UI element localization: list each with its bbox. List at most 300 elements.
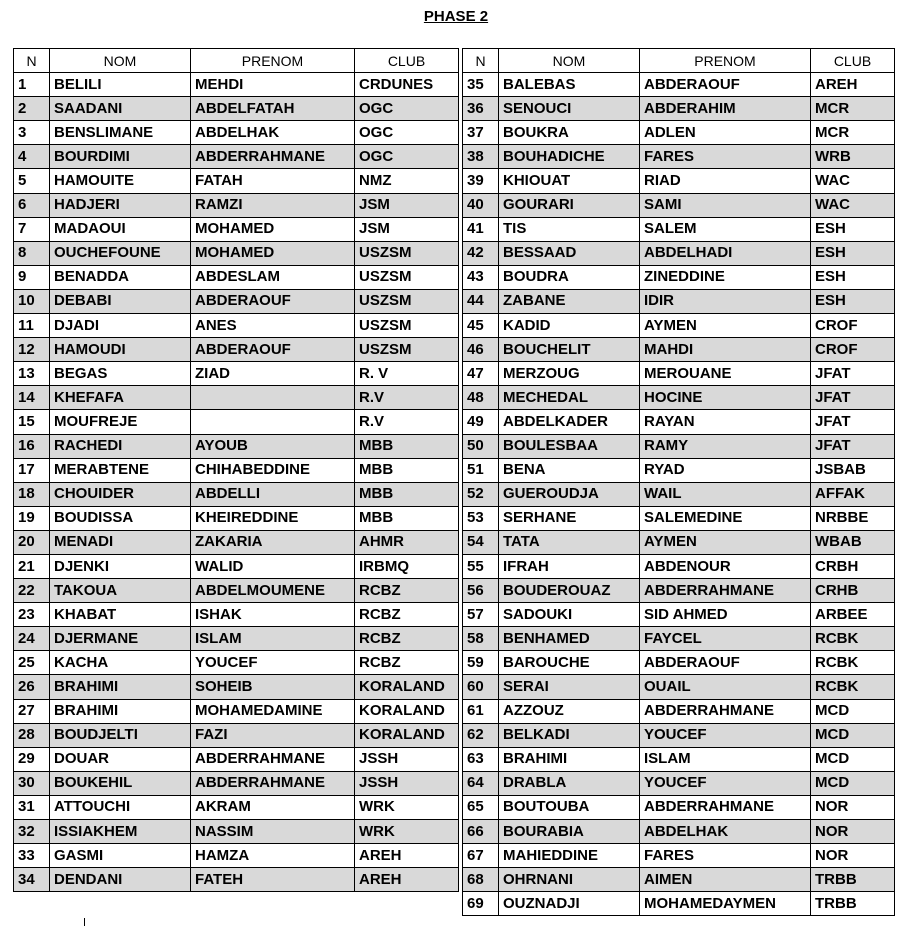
cell-club: ESH [811, 265, 895, 289]
cell-prenom: AYMEN [640, 530, 811, 554]
cell-club: RCBK [811, 627, 895, 651]
cell-prenom [191, 386, 355, 410]
table-row [14, 554, 459, 578]
cell-number: 15 [14, 410, 50, 434]
cell-prenom: ISLAM [191, 627, 355, 651]
cell-club: WRK [355, 820, 459, 844]
cell-number: 9 [14, 265, 50, 289]
table-row [14, 386, 459, 410]
cell-nom: TATA [499, 530, 640, 554]
cell-number: 57 [463, 603, 499, 627]
cell-nom: KHEFAFA [50, 386, 191, 410]
cell-prenom: RAMZI [191, 193, 355, 217]
table-row [463, 868, 895, 892]
cell-club: NOR [811, 795, 895, 819]
cell-club: NOR [811, 844, 895, 868]
cell-number: 16 [14, 434, 50, 458]
header-n: N [14, 49, 50, 73]
table-row [463, 627, 895, 651]
cell-club: CRDUNES [355, 73, 459, 97]
cell-club: R.V [355, 410, 459, 434]
header-club: CLUB [355, 49, 459, 73]
cell-number: 2 [14, 97, 50, 121]
cell-number: 14 [14, 386, 50, 410]
table-row [463, 603, 895, 627]
cell-nom: BAROUCHE [499, 651, 640, 675]
cell-number: 58 [463, 627, 499, 651]
cell-club: RCBZ [355, 603, 459, 627]
cell-prenom: YOUCEF [640, 723, 811, 747]
header-prenom: PRENOM [640, 49, 811, 73]
table-row [463, 97, 895, 121]
cell-club: AFFAK [811, 482, 895, 506]
table-row [14, 241, 459, 265]
cell-number: 18 [14, 482, 50, 506]
table-row [14, 482, 459, 506]
cell-number: 49 [463, 410, 499, 434]
cell-club: JSM [355, 193, 459, 217]
table-row [463, 579, 895, 603]
cell-prenom: RYAD [640, 458, 811, 482]
cell-prenom: FATEH [191, 868, 355, 892]
cell-prenom: RIAD [640, 169, 811, 193]
cell-nom: BELKADI [499, 723, 640, 747]
cell-club: AREH [355, 844, 459, 868]
cell-club: MBB [355, 482, 459, 506]
cell-club: JSM [355, 217, 459, 241]
cell-club: KORALAND [355, 699, 459, 723]
cell-club: RCBK [811, 651, 895, 675]
cell-nom: ABDELKADER [499, 410, 640, 434]
cell-club: TRBB [811, 892, 895, 916]
cell-prenom: WALID [191, 554, 355, 578]
cell-number: 52 [463, 482, 499, 506]
cell-club: RCBZ [355, 651, 459, 675]
cell-nom: SERAI [499, 675, 640, 699]
cell-nom: BELILI [50, 73, 191, 97]
cell-number: 10 [14, 289, 50, 313]
cell-prenom: MOHAMEDAYMEN [640, 892, 811, 916]
cell-nom: BRAHIMI [50, 675, 191, 699]
cell-prenom: RAYAN [640, 410, 811, 434]
cell-number: 24 [14, 627, 50, 651]
cell-nom: MADAOUI [50, 217, 191, 241]
cell-prenom: ABDELLI [191, 482, 355, 506]
cell-number: 39 [463, 169, 499, 193]
cell-prenom: HOCINE [640, 386, 811, 410]
table-row [463, 338, 895, 362]
table-row [463, 434, 895, 458]
cell-club: USZSM [355, 241, 459, 265]
table-row [14, 844, 459, 868]
cell-prenom: RAMY [640, 434, 811, 458]
cell-prenom: ABDELMOUMENE [191, 579, 355, 603]
cell-prenom: FATAH [191, 169, 355, 193]
table-row [14, 169, 459, 193]
cell-prenom: ABDESLAM [191, 265, 355, 289]
cell-number: 69 [463, 892, 499, 916]
cell-club: NMZ [355, 169, 459, 193]
cell-prenom: YOUCEF [191, 651, 355, 675]
cell-nom: ZABANE [499, 289, 640, 313]
table-row [463, 820, 895, 844]
cell-nom: SADOUKI [499, 603, 640, 627]
table-row [463, 73, 895, 97]
cell-club: KORALAND [355, 675, 459, 699]
cell-prenom: ZINEDDINE [640, 265, 811, 289]
table-row [463, 795, 895, 819]
cell-nom: MAHIEDDINE [499, 844, 640, 868]
cell-nom: OUCHEFOUNE [50, 241, 191, 265]
cell-prenom: MEROUANE [640, 362, 811, 386]
cell-nom: HAMOUDI [50, 338, 191, 362]
table-row [14, 217, 459, 241]
cell-prenom: FARES [640, 145, 811, 169]
table-row [463, 410, 895, 434]
cell-club: WAC [811, 169, 895, 193]
table-row [14, 675, 459, 699]
cell-prenom: ABDERRAHMANE [191, 145, 355, 169]
table-row [463, 506, 895, 530]
table-row [14, 868, 459, 892]
cell-prenom: ABDERRAHMANE [191, 747, 355, 771]
cell-nom: KHABAT [50, 603, 191, 627]
cell-club: NOR [811, 820, 895, 844]
cell-number: 4 [14, 145, 50, 169]
cell-prenom: AKRAM [191, 795, 355, 819]
table-row [14, 338, 459, 362]
table-row [14, 97, 459, 121]
cell-prenom: AYMEN [640, 314, 811, 338]
cell-prenom: FAZI [191, 723, 355, 747]
cell-prenom: MEHDI [191, 73, 355, 97]
cell-nom: BENADDA [50, 265, 191, 289]
cell-club: MCR [811, 97, 895, 121]
cell-club: MCD [811, 699, 895, 723]
cell-club: JFAT [811, 434, 895, 458]
cell-nom: BENSLIMANE [50, 121, 191, 145]
cell-number: 48 [463, 386, 499, 410]
cell-prenom: HAMZA [191, 844, 355, 868]
cell-prenom: ABDENOUR [640, 554, 811, 578]
table-row [463, 145, 895, 169]
cell-club: USZSM [355, 289, 459, 313]
cell-club: RCBZ [355, 627, 459, 651]
cell-prenom: ABDERAOUF [191, 338, 355, 362]
cell-prenom: SAMI [640, 193, 811, 217]
table-row [463, 651, 895, 675]
cell-nom: DJADI [50, 314, 191, 338]
cell-nom: BOURDIMI [50, 145, 191, 169]
cell-nom: DJERMANE [50, 627, 191, 651]
header-row [463, 49, 895, 73]
cell-club: MCD [811, 747, 895, 771]
cell-club: OGC [355, 145, 459, 169]
cell-prenom: ISHAK [191, 603, 355, 627]
cell-number: 7 [14, 217, 50, 241]
cell-number: 41 [463, 217, 499, 241]
cell-number: 3 [14, 121, 50, 145]
cell-number: 53 [463, 506, 499, 530]
cell-prenom: ABDERAOUF [640, 73, 811, 97]
cell-club: JSBAB [811, 458, 895, 482]
cell-club: USZSM [355, 265, 459, 289]
cell-club: MBB [355, 434, 459, 458]
cell-club: JSSH [355, 747, 459, 771]
stray-mark [84, 918, 85, 926]
table-row [14, 289, 459, 313]
cell-number: 30 [14, 771, 50, 795]
cell-nom: BOUDRA [499, 265, 640, 289]
cell-number: 25 [14, 651, 50, 675]
cell-club: WRK [355, 795, 459, 819]
cell-number: 22 [14, 579, 50, 603]
cell-club: CRHB [811, 579, 895, 603]
cell-club: RCBK [811, 675, 895, 699]
cell-nom: DJENKI [50, 554, 191, 578]
cell-prenom: FARES [640, 844, 811, 868]
cell-nom: SAADANI [50, 97, 191, 121]
cell-nom: BOUDISSA [50, 506, 191, 530]
cell-nom: MERABTENE [50, 458, 191, 482]
cell-number: 11 [14, 314, 50, 338]
cell-number: 47 [463, 362, 499, 386]
table-row [463, 241, 895, 265]
cell-prenom: ADLEN [640, 121, 811, 145]
cell-number: 23 [14, 603, 50, 627]
cell-prenom: MAHDI [640, 338, 811, 362]
cell-nom: BOURABIA [499, 820, 640, 844]
cell-prenom: ABDERRAHMANE [640, 579, 811, 603]
cell-club: ESH [811, 241, 895, 265]
cell-number: 59 [463, 651, 499, 675]
cell-number: 33 [14, 844, 50, 868]
cell-number: 20 [14, 530, 50, 554]
cell-number: 35 [463, 73, 499, 97]
cell-number: 17 [14, 458, 50, 482]
cell-nom: DOUAR [50, 747, 191, 771]
cell-prenom: ZAKARIA [191, 530, 355, 554]
cell-club: CROF [811, 314, 895, 338]
cell-nom: TAKOUA [50, 579, 191, 603]
cell-prenom: ABDERAHIM [640, 97, 811, 121]
cell-number: 37 [463, 121, 499, 145]
cell-number: 13 [14, 362, 50, 386]
table-row [463, 530, 895, 554]
table-row [463, 217, 895, 241]
cell-club: OGC [355, 121, 459, 145]
cell-number: 65 [463, 795, 499, 819]
cell-number: 38 [463, 145, 499, 169]
cell-number: 31 [14, 795, 50, 819]
cell-number: 1 [14, 73, 50, 97]
cell-nom: BRAHIMI [50, 699, 191, 723]
header-nom: NOM [499, 49, 640, 73]
roster-table-right [462, 48, 895, 916]
cell-nom: BOUTOUBA [499, 795, 640, 819]
cell-prenom: ABDELHAK [191, 121, 355, 145]
cell-club: JFAT [811, 410, 895, 434]
cell-club: WAC [811, 193, 895, 217]
cell-nom: GOURARI [499, 193, 640, 217]
cell-prenom: AIMEN [640, 868, 811, 892]
cell-nom: MOUFREJE [50, 410, 191, 434]
cell-prenom [191, 410, 355, 434]
table-row [463, 747, 895, 771]
table-row [463, 892, 895, 916]
cell-prenom: SOHEIB [191, 675, 355, 699]
cell-number: 61 [463, 699, 499, 723]
page-title: PHASE 2 [423, 8, 489, 25]
table-row [463, 289, 895, 313]
cell-number: 60 [463, 675, 499, 699]
table-row [463, 675, 895, 699]
cell-prenom: ABDERRAHMANE [640, 699, 811, 723]
cell-club: WRB [811, 145, 895, 169]
cell-club: AHMR [355, 530, 459, 554]
cell-club: MBB [355, 506, 459, 530]
cell-nom: BESSAAD [499, 241, 640, 265]
cell-nom: BOULESBAA [499, 434, 640, 458]
cell-club: ESH [811, 217, 895, 241]
cell-club: CROF [811, 338, 895, 362]
header-prenom: PRENOM [191, 49, 355, 73]
cell-number: 28 [14, 723, 50, 747]
roster-body-right [463, 73, 895, 916]
cell-club: R.V [355, 386, 459, 410]
cell-number: 54 [463, 530, 499, 554]
header-row [14, 49, 459, 73]
table-row [463, 386, 895, 410]
cell-prenom: ANES [191, 314, 355, 338]
cell-number: 56 [463, 579, 499, 603]
cell-number: 40 [463, 193, 499, 217]
cell-number: 68 [463, 868, 499, 892]
cell-prenom: ABDERAOUF [640, 651, 811, 675]
table-row [14, 530, 459, 554]
cell-prenom: NASSIM [191, 820, 355, 844]
cell-number: 50 [463, 434, 499, 458]
table-row [14, 314, 459, 338]
table-row [463, 169, 895, 193]
cell-prenom: MOHAMEDAMINE [191, 699, 355, 723]
header-n: N [463, 49, 499, 73]
cell-prenom: AYOUB [191, 434, 355, 458]
table-row [463, 554, 895, 578]
cell-nom: BOUHADICHE [499, 145, 640, 169]
table-row [463, 771, 895, 795]
cell-nom: DEBABI [50, 289, 191, 313]
table-row [463, 362, 895, 386]
cell-club: RCBZ [355, 579, 459, 603]
table-row [463, 314, 895, 338]
table-row [14, 410, 459, 434]
table-row [463, 265, 895, 289]
cell-nom: OHRNANI [499, 868, 640, 892]
cell-prenom: MOHAMED [191, 217, 355, 241]
cell-number: 34 [14, 868, 50, 892]
table-row [14, 121, 459, 145]
cell-prenom: IDIR [640, 289, 811, 313]
table-row [463, 121, 895, 145]
cell-prenom: SID AHMED [640, 603, 811, 627]
cell-number: 62 [463, 723, 499, 747]
cell-nom: KACHA [50, 651, 191, 675]
table-row [14, 362, 459, 386]
cell-prenom: ZIAD [191, 362, 355, 386]
cell-prenom: KHEIREDDINE [191, 506, 355, 530]
header-nom: NOM [50, 49, 191, 73]
cell-prenom: SALEM [640, 217, 811, 241]
cell-club: ESH [811, 289, 895, 313]
cell-number: 32 [14, 820, 50, 844]
cell-club: USZSM [355, 338, 459, 362]
cell-number: 12 [14, 338, 50, 362]
cell-club: JFAT [811, 386, 895, 410]
cell-prenom: ABDELFATAH [191, 97, 355, 121]
cell-prenom: ABDERRAHMANE [191, 771, 355, 795]
table-row [463, 193, 895, 217]
cell-nom: SERHANE [499, 506, 640, 530]
table-row [463, 723, 895, 747]
cell-nom: ISSIAKHEM [50, 820, 191, 844]
cell-prenom: WAIL [640, 482, 811, 506]
cell-club: ARBEE [811, 603, 895, 627]
cell-club: R. V [355, 362, 459, 386]
cell-club: MBB [355, 458, 459, 482]
cell-prenom: YOUCEF [640, 771, 811, 795]
cell-prenom: FAYCEL [640, 627, 811, 651]
table-row [14, 771, 459, 795]
cell-club: TRBB [811, 868, 895, 892]
cell-nom: KADID [499, 314, 640, 338]
table-row [14, 73, 459, 97]
cell-nom: HADJERI [50, 193, 191, 217]
cell-number: 55 [463, 554, 499, 578]
table-row [14, 651, 459, 675]
cell-nom: MERZOUG [499, 362, 640, 386]
cell-nom: BOUDEROUAZ [499, 579, 640, 603]
cell-club: KORALAND [355, 723, 459, 747]
cell-nom: OUZNADJI [499, 892, 640, 916]
cell-prenom: SALEMEDINE [640, 506, 811, 530]
cell-nom: BEGAS [50, 362, 191, 386]
cell-club: JSSH [355, 771, 459, 795]
table-row [14, 699, 459, 723]
cell-prenom: ABDELHADI [640, 241, 811, 265]
cell-nom: MENADI [50, 530, 191, 554]
cell-nom: BENHAMED [499, 627, 640, 651]
cell-number: 44 [463, 289, 499, 313]
cell-nom: SENOUCI [499, 97, 640, 121]
cell-nom: IFRAH [499, 554, 640, 578]
table-row [463, 844, 895, 868]
cell-club: NRBBE [811, 506, 895, 530]
cell-club: AREH [355, 868, 459, 892]
roster-table-left [13, 48, 459, 892]
cell-number: 8 [14, 241, 50, 265]
table-row [14, 627, 459, 651]
table-row [14, 506, 459, 530]
cell-nom: BOUKRA [499, 121, 640, 145]
cell-club: IRBMQ [355, 554, 459, 578]
cell-club: MCD [811, 723, 895, 747]
cell-club: JFAT [811, 362, 895, 386]
cell-number: 36 [463, 97, 499, 121]
table-row [14, 747, 459, 771]
cell-club: OGC [355, 97, 459, 121]
cell-number: 64 [463, 771, 499, 795]
